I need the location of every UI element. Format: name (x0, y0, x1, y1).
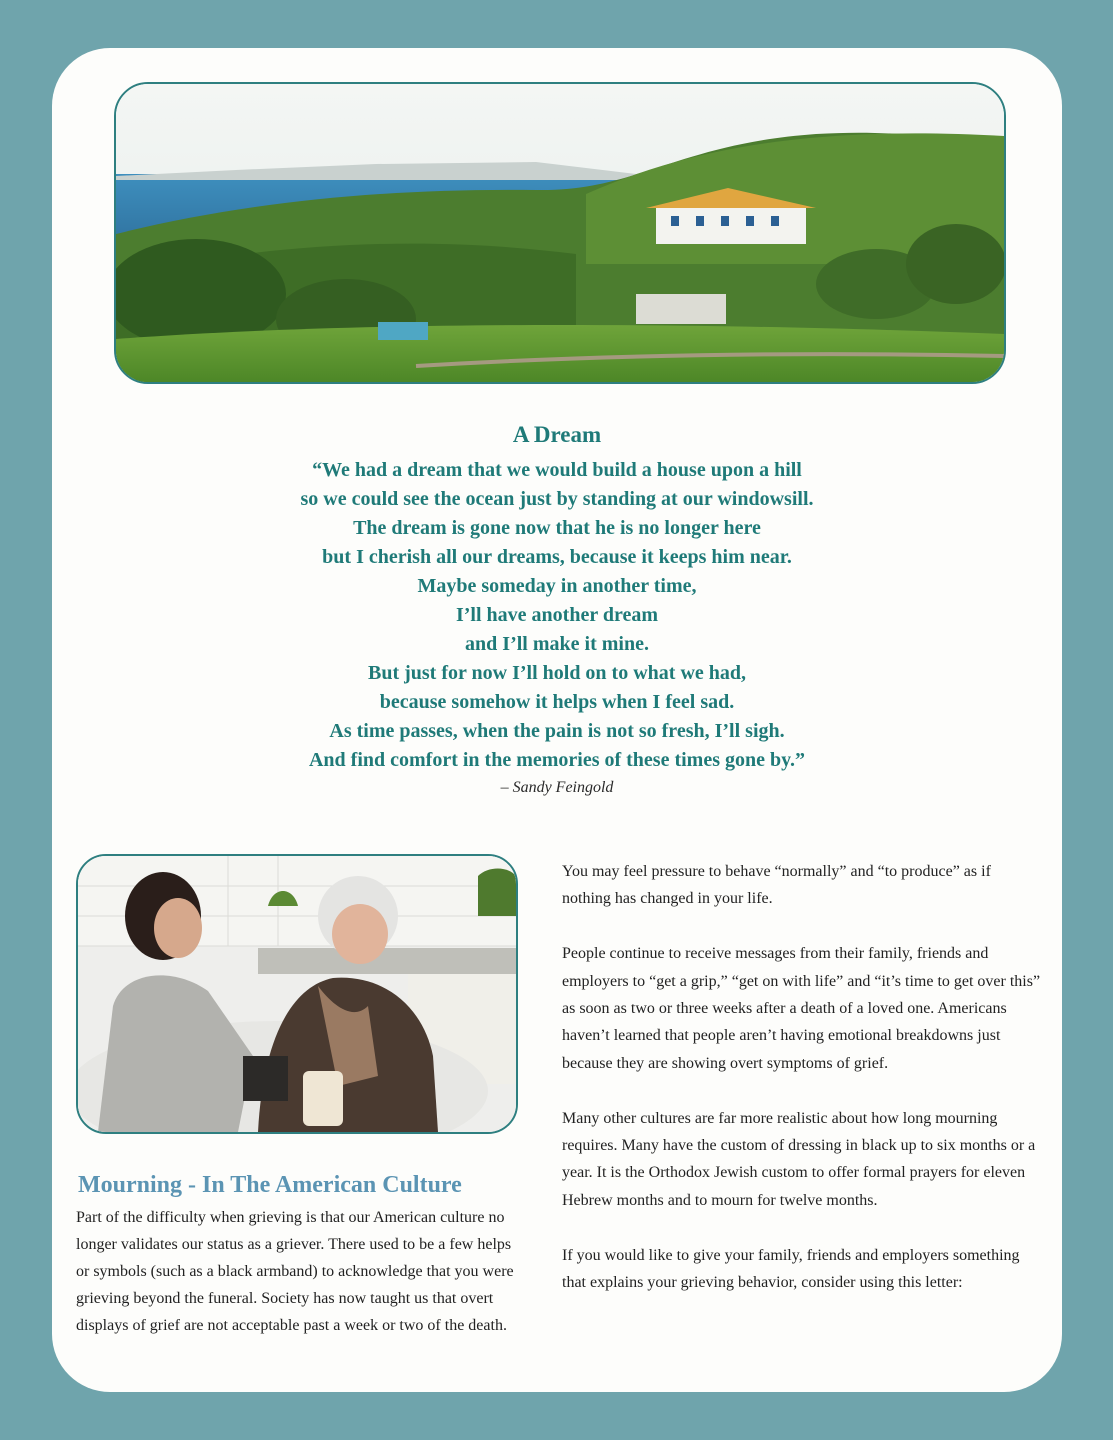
section-title: Mourning - In The American Culture (78, 1172, 462, 1198)
poem-line: Maybe someday in another time, (417, 575, 697, 597)
poem-line: because somehow it helps when I feel sad. (379, 691, 735, 713)
coastal-house-photo (114, 82, 1006, 384)
poem-line: “We had a dream that we would build a house upon a hill (312, 459, 802, 481)
poem-line: But just for now I’ll hold on to what we had, (367, 662, 747, 684)
poem-line: but I cherish all our dreams, because it keeps him near. (322, 546, 792, 568)
poem-line: And find comfort in the memories of these times gone by.” (308, 749, 806, 771)
body-paragraph: If you would like to give your family, friends and employers something that explains your grieving behavior, consider using this letter: (562, 1246, 1020, 1292)
poem-line: so we could see the ocean just by standing at our windowsill. (300, 488, 814, 510)
body-paragraph: You may feel pressure to behave “normally” and “to produce” as if nothing has changed in your life. (562, 863, 991, 908)
poem-line: I’ll have another dream (455, 604, 659, 626)
right-column (562, 858, 1042, 1324)
body-paragraph: Many other cultures are far more realistic about how long mourning requires. Many have the custom of dressing in black up to six months or a year. It is the Orthodox Jewish custom to offer formal prayers for eleven Hebrew months and to mourn for twelve months. (562, 1109, 1036, 1209)
page-card (52, 48, 1062, 1392)
poem-title: A Dream (512, 422, 602, 447)
poem-line: The dream is gone now that he is no longer here (353, 517, 761, 539)
poem-line: As time passes, when the pain is not so fresh, I’ll sigh. (329, 720, 785, 742)
section-body: Part of the difficulty when grieving is that our American culture no longer validates our status as a griever. There used to be a few helps or symbols (such as a black armband) to acknowledge that you were grieving beyond the funeral. Society has now taught us that overt displays of grief are not acceptable past a week or two of the death. (76, 1209, 514, 1334)
body-paragraph: People continue to receive messages from their family, friends and employers to “get a grip,” “get on with life” and “it’s time to get over this” as soon as two or three weeks after a death of a loved one. Americans haven’t learned that people aren’t having emotional breakdowns just because they are showing overt symptoms of grief. (562, 945, 1041, 1072)
poem-line: and I’ll make it mine. (465, 633, 649, 655)
two-women-photo (76, 854, 518, 1134)
poem-author: – Sandy Feingold (500, 779, 614, 796)
poem (52, 420, 1062, 799)
